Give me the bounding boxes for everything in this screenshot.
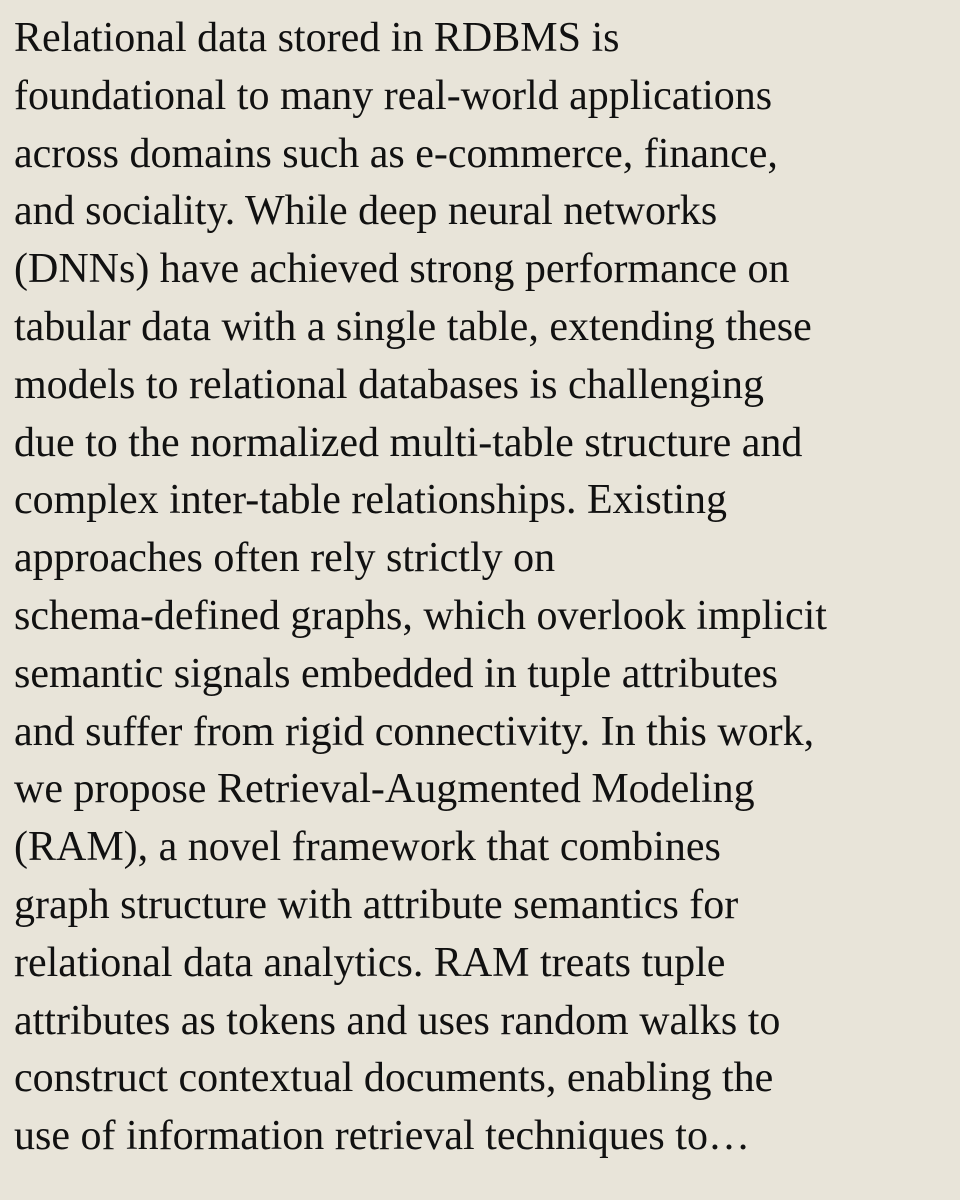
text-line: across domains such as e-commerce, finance,: [14, 130, 778, 177]
text-line: Relational data stored in RDBMS is: [14, 15, 620, 61]
text-line: tabular data with a single table, extending these: [14, 303, 812, 350]
text-line: semantic signals embedded in tuple attributes: [14, 650, 778, 697]
text-line: we propose Retrieval-Augmented Modeling: [14, 766, 755, 813]
text-line: due to the normalized multi-table structure and: [14, 419, 803, 466]
text-line: construct contextual documents, enabling the: [14, 1055, 774, 1102]
text-line: relational data analytics. RAM treats tuple: [14, 939, 726, 986]
text-line: use of information retrieval techniques to…: [14, 1113, 750, 1160]
text-line: models to relational databases is challenging: [14, 361, 764, 408]
text-line: (RAM), a novel framework that combines: [14, 824, 721, 871]
text-line: approaches often rely strictly on: [14, 535, 556, 582]
text-line: graph structure with attribute semantics for: [14, 881, 739, 928]
text-line: attributes as tokens and uses random walks to: [14, 997, 781, 1044]
text-line: (DNNs) have achieved strong performance on: [14, 246, 790, 293]
text-line: schema-defined graphs, which overlook implicit: [14, 592, 827, 639]
text-line: complex inter-table relationships. Existing: [14, 477, 727, 524]
text-line: and suffer from rigid connectivity. In this work,: [14, 708, 815, 755]
abstract-text: [14, 10, 946, 1166]
text-line: foundational to many real-world applications: [14, 72, 773, 119]
text-line: and sociality. While deep neural networks: [14, 188, 718, 235]
